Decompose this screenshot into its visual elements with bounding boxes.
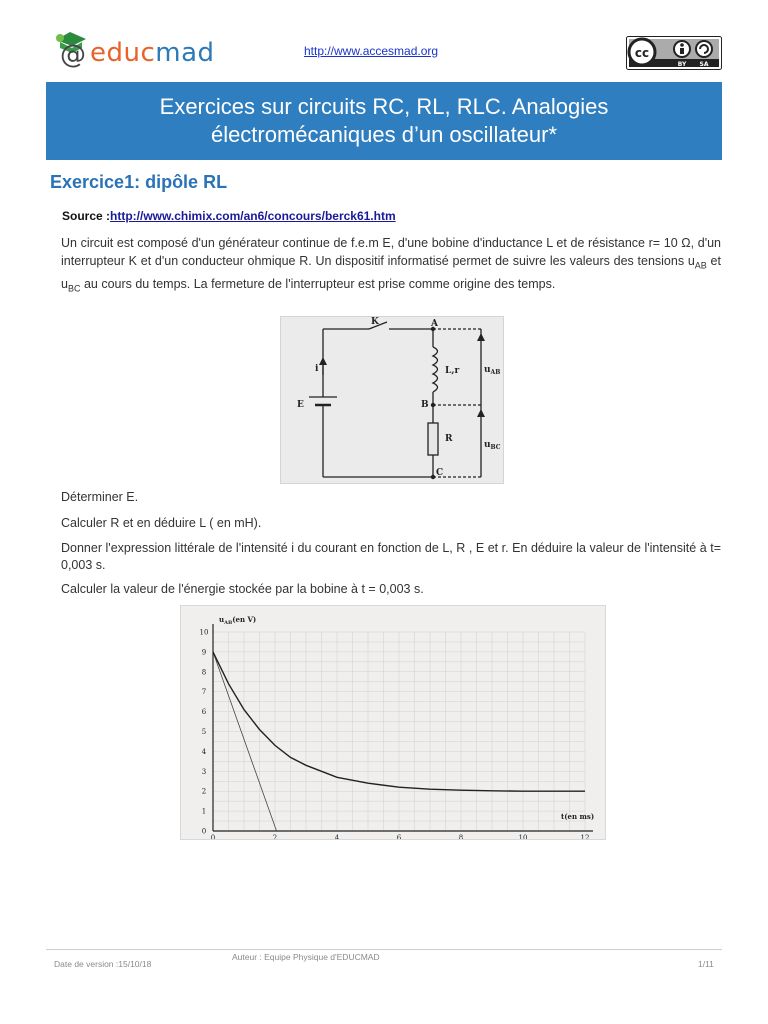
page-number: 1/11 (698, 959, 714, 969)
y-axis-label: $u_{AB}(en$ V) (219, 615, 257, 626)
y-tick-label: 4 (201, 747, 207, 756)
y-tick-label: 1 (201, 807, 207, 816)
source-link[interactable]: http://www.chimix.com/an6/concours/berck61.htm (110, 209, 396, 223)
y-tick-label: 8 (201, 668, 207, 677)
y-tick-label: 6 (201, 708, 207, 717)
intro-paragraph: Un circuit est composé d'un générateur continue de f.e.m E, d'une bobine d'inductance L et de résistance r= 10 Ω, d'un interrupteur K et d'un conducteur ohmique R. Un dispositif informatisé permet de suivre les valeurs des tensions $u_{AB}$ et $u_{BC}$ au cours du temps. La fermeture de l'interrupteur est prise comme origine des temps. (61, 236, 721, 293)
x-tick-label: 8 (458, 834, 464, 839)
x-tick-label: 6 (396, 834, 402, 839)
at-sign-icon: @ (60, 40, 86, 70)
banner-line-1: Exercices sur circuits RC, RL, RLC. Analogies (159, 94, 609, 119)
label-ubc: $u_{BC}$ (484, 440, 501, 451)
banner-line-2: électromécaniques d’un oscillateur* (210, 122, 558, 147)
label-a: A (431, 319, 438, 329)
accesmad-link[interactable]: http://www.accesmad.org (304, 44, 439, 58)
label-r: R (445, 434, 453, 444)
question-2: Calculer R et en déduire L ( en mH). (61, 516, 262, 530)
x-tick-label: 0 (210, 834, 216, 839)
label-i: i (315, 364, 319, 374)
y-tick-label: 5 (201, 728, 207, 736)
exercise-title: Exercice1: dipôle RL (50, 172, 228, 192)
version-date: Date de version :15/10/18 (54, 959, 152, 969)
label-k: K (371, 317, 379, 327)
educmad-logo (52, 28, 215, 74)
y-tick-label: 9 (201, 648, 207, 657)
sa-label: SA (699, 61, 709, 68)
cc-label: cc (634, 46, 650, 60)
circuit-diagram (280, 316, 504, 484)
author-line: Auteur : Equipe Physique d'EDUCMAD (232, 952, 380, 962)
x-tick-label: 2 (272, 834, 278, 839)
y-tick-label: 10 (199, 628, 209, 637)
label-c: C (436, 468, 444, 478)
y-tick-label: 7 (201, 688, 207, 697)
label-uab: $u_{AB}$ (484, 365, 501, 376)
source-line (62, 209, 396, 223)
cc-by-sa-badge (626, 36, 722, 70)
x-tick-label: 12 (580, 834, 590, 839)
question-3: Donner l'expression littérale de l'intensité i du courant en fonction de L, R , E et r. En déduire la valeur de l'intensité à t= 0,003 s. (61, 541, 721, 572)
logo-text: educmad (90, 38, 215, 68)
label-e: E (297, 400, 304, 410)
x-tick-label: 10 (518, 834, 528, 839)
question-4: Calculer la valeur de l'énergie stockée par la bobine à t = 0,003 s. (61, 582, 424, 596)
footer-divider (46, 949, 722, 950)
x-tick-label: 4 (334, 834, 340, 839)
x-axis-label: t(en ms) (561, 812, 595, 821)
label-b: B (421, 400, 429, 410)
y-tick-label: 0 (201, 827, 207, 836)
share-alike-icon (696, 41, 712, 57)
source-label: Source : (62, 209, 111, 223)
uab-chart (180, 605, 606, 840)
question-1: Déterminer E. (61, 490, 139, 504)
y-tick-label: 3 (201, 767, 207, 776)
by-label: BY (677, 61, 687, 68)
title-banner (46, 82, 722, 160)
y-tick-label: 2 (201, 787, 207, 796)
label-lr: L,r (445, 366, 460, 376)
